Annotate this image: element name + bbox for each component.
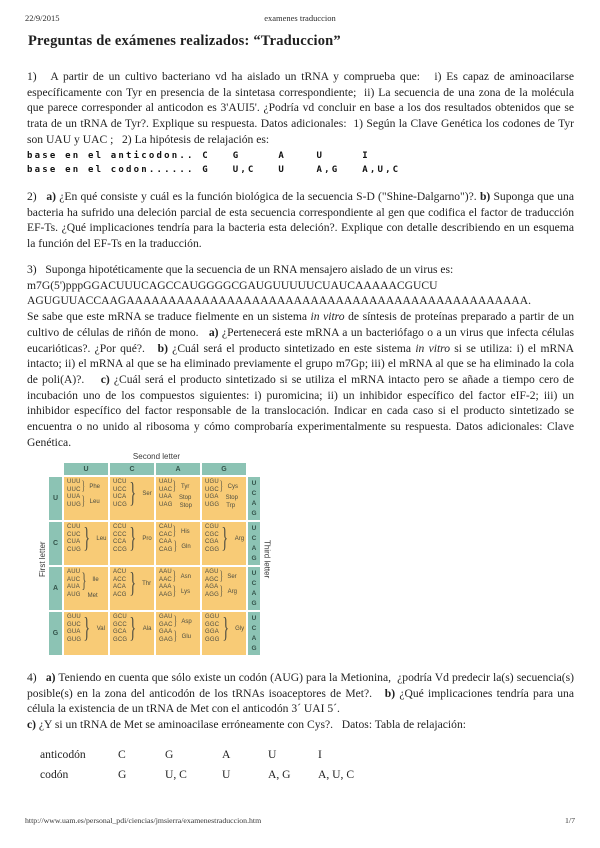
second-letter-label: Second letter — [132, 452, 181, 461]
gcode-cell: CUU CUC CUA CUG } Leu — [64, 522, 108, 565]
third-letter-label: Third letter — [262, 539, 272, 579]
gcode-corner — [49, 463, 62, 475]
gcode-third-letter-cell: U C A G — [248, 567, 260, 610]
header-doc-title: examenes traduccion — [264, 13, 336, 23]
gcode-second-letter-header: U — [64, 463, 108, 475]
gcode-cell: CCU CCC CCA CCG } Pro — [110, 522, 154, 565]
gcode-first-letter-header: G — [49, 612, 62, 655]
relaxation-value: A, G — [268, 767, 291, 781]
gcode-second-letter-header: C — [110, 463, 154, 475]
gcode-third-letter-cell: U C A G — [248, 612, 260, 655]
gcode-cell: GCU GCC GCA GCG } Ala — [110, 612, 154, 655]
gcode-corner — [248, 463, 260, 475]
page-title: Preguntas de exámenes realizados: “Traduccion” — [28, 33, 341, 49]
anticodon-base-line: base en el anticodon.. C G A U I — [27, 151, 370, 161]
genetic-code-grid — [49, 463, 260, 655]
question-4-paragraph: 4) a) Teniendo en cuenta que sólo existe un codón (AUG) para la Metionina, ¿podría Vd predecir la(s) secuencia(s) posible(s) en la zona del anticodón de los tRNAs isoaceptores de Met?. b) ¿Qué implicaciones tendría para una célula la existencia de un tRNA de Met con el anticodón 3´ UAI 5´. c) ¿Y si un tRNA de Met se aminoacilase erróneamente con Cys?. Datos: Tabla de relajación: — [27, 671, 574, 732]
gcode-third-letter-cell: U C A G — [248, 477, 260, 520]
gcode-third-letter-cell: U C A G — [248, 522, 260, 565]
codon-base-line: base en el codon...... G U,C U A,G A,U,C — [27, 164, 401, 175]
gcode-cell: AAU AAC } Asn AAA AAG } Lys — [156, 567, 200, 610]
gcode-cell: GUU GUC GUA GUG } Val — [64, 612, 108, 655]
relaxation-value: I — [318, 748, 322, 761]
gcode-cell: AGU AGC } Ser AGA AGG } Arg — [202, 567, 246, 610]
gcode-cell: ACU ACC ACA ACG } Thr — [110, 567, 154, 610]
first-letter-label: First letter — [38, 541, 47, 577]
gcode-first-letter-header: A — [49, 567, 62, 610]
relaxation-value: U, C — [165, 767, 187, 781]
gcode-cell: UUU UUC } Phe UUA UUG } Leu — [64, 477, 108, 520]
gcode-cell: UCU UCC UCA UCG } Ser — [110, 477, 154, 520]
gcode-cell: CGU CGC CGA CGG } Arg — [202, 522, 246, 565]
genetic-code-table — [36, 452, 274, 655]
gcode-cell: AUU AUC AUA } Ile AUG Met — [64, 567, 108, 610]
relaxation-value: C — [118, 748, 126, 761]
relaxation-value: A — [222, 748, 231, 761]
relaxation-row-label: codón — [40, 767, 69, 781]
gcode-second-letter-header: G — [202, 463, 246, 475]
gcode-cell: GAU GAC } Asp GAA GAG } Glu — [156, 612, 200, 655]
footer-page-number: 1/7 — [565, 816, 575, 825]
relaxation-row — [40, 765, 398, 785]
gcode-second-letter-header: A — [156, 463, 200, 475]
relaxation-value: G — [165, 748, 174, 761]
relaxation-value: A, U, C — [318, 767, 355, 781]
question-1-paragraph: 1) A partir de un cultivo bacteriano vd ha aislado un tRNA y comprueba que: i) Es capaz de aminoacilarse específicamente con Tyr en presencia de la sintetasa correspondiente; ii) La secuencia de una zona de la molécula que parece corresponder al anticodon es 3'AUI5'. ¿Podría vd concluir en base a los dos resultados obtenidos que se trata de un tRNA de Tyr?. Explique su respuesta. Datos adicionales: 1) Según la Clave Genética los codones de Tyr son UAU y UAC ; 2) La hipótesis de relajación es: — [27, 70, 574, 146]
relaxation-row-label: anticodón — [40, 748, 86, 761]
gcode-first-letter-header: C — [49, 522, 62, 565]
gcode-cell: GGU GGC GGA GGG } Gly — [202, 612, 246, 655]
relaxation-value: U — [222, 767, 231, 781]
gcode-cell: UAU UAC } Tyr UAA Stop UAG Stop — [156, 477, 200, 520]
hypothesis-mono-block — [27, 150, 400, 177]
question-2-paragraph: 2) a) ¿En qué consiste y cuál es la función biológica de la secuencia S-D ("Shine-Dalgarno")?. b) Suponga que una bacteria ha sufrido una deleción parcial de esta secuencia correspondiente al gen que codifica el factor de traducción EF-Ts. ¿Qué implicaciones tendría para la bacteria esta deleción?. Explique con detalle describiendo en un esquema la función del EF-Ts en la traducción. — [27, 190, 574, 251]
gcode-cell: CAU CAC } His CAA CAG } Gln — [156, 522, 200, 565]
footer-url: http://www.uam.es/personal_pdi/ciencias/jmsierra/examenestraduccion.htm — [25, 816, 262, 825]
header-date: 22/9/2015 — [25, 13, 60, 23]
relaxation-value: U — [268, 748, 277, 761]
relaxation-table — [40, 745, 398, 784]
question-3-paragraph: 3) Suponga hipotéticamente que la secuencia de un RNA mensajero aislado de un virus es: m7G(5')pppGGACUUUCAGCCAUGGGGCGAUGUUUUUCUAUCAAAAACGUCU AGUGUUACCAAGAAAAAAAAAAAAAAAAAAAAAAAAAAAAAAAAAAAAAAAAAAAAAAAA. Se sabe que este mRNA se traduce fielmente en un sistema in vitro de síntesis de proteínas preparado a partir de un cultivo de células de riñón de mono. a) ¿Pertenecerá este mRNA a un bacteriófago o a un virus que infecta células eucarióticas?. ¿Por qué?. b) ¿Cuál será el producto sintetizado en este sistema in vitro si se utiliza: i) el mRNA intacto; ii) el mRNA al que se ha eliminado previamente el grupo m7Gp; iii) el mRNA al que se ha eliminado la cola de poli(A)?. c) ¿Cuál será el producto sintetizado si se utiliza el mRNA intacto pero se añade a tiempo cero de incubación uno de los compuestos siguientes: i) puromicina; ii) un inhibidor específico del factor eIF-2; iii) un inhibidor específico del factor responsable de la translocación. Indicar en cada caso si el producto sintetizado se encuentra o no unido al ribosoma y cómo comprobaría experimentalmente su respuesta. Datos adicionales: Clave Genética. — [27, 263, 575, 449]
gcode-first-letter-header: U — [49, 477, 62, 520]
gcode-cell: UGU UGC } Cys UGA Stop UGG Trp — [202, 477, 246, 520]
relaxation-value: G — [118, 767, 127, 781]
relaxation-row — [40, 745, 398, 765]
